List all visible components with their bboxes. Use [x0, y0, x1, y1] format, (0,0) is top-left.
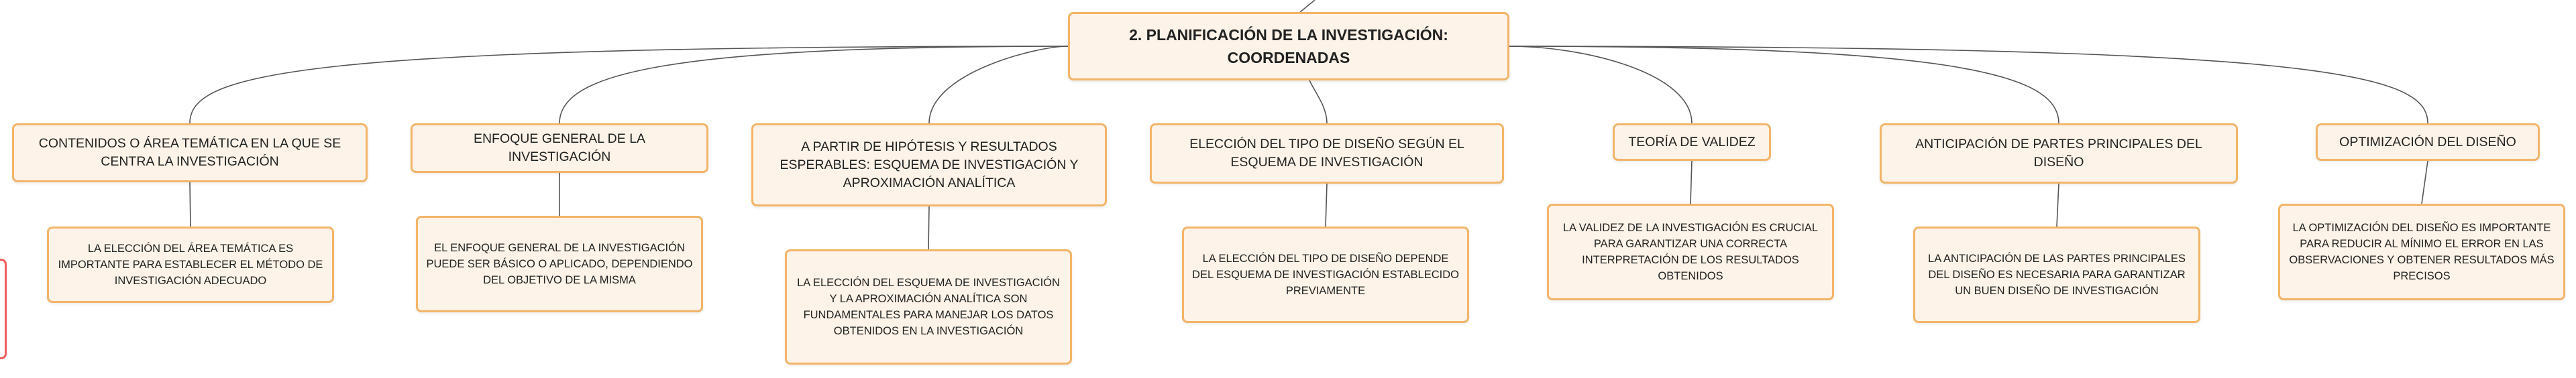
- branch-to-detail-connector: [2057, 184, 2059, 227]
- branch-node-label: ELECCIÓN DEL TIPO DE DISEÑO SEGÚN EL ESQUEMA DE INVESTIGACIÓN: [1189, 137, 1464, 170]
- detail-node[interactable]: [1913, 227, 2200, 323]
- branch-to-detail-connector: [1690, 161, 1692, 204]
- branch-to-detail-connector: [1326, 184, 1327, 227]
- root-parent-connector: [1300, 0, 1315, 12]
- detail-node-label: LA ELECCIÓN DEL TIPO DE DISEÑO DEPENDE DEL ESQUEMA DE INVESTIGACIÓN ESTABLECIDO PREVIAMENTE: [1192, 253, 1459, 297]
- branch-node[interactable]: [411, 123, 708, 173]
- detail-node-label: LA ELECCIÓN DEL ÁREA TEMÁTICA ES IMPORTANTE PARA ESTABLECER EL MÉTODO DE INVESTIGACIÓN ADECUADO: [58, 243, 323, 287]
- branch-node-label: OPTIMIZACIÓN DEL DISEÑO: [2339, 134, 2516, 149]
- root-to-branch-connector: [190, 46, 1068, 123]
- root-to-branch-connector: [1509, 46, 2428, 123]
- root-to-branch-connector: [559, 46, 1068, 123]
- branch-to-detail-connector: [928, 206, 929, 249]
- branch-node[interactable]: [12, 123, 368, 182]
- branch-node[interactable]: [1880, 123, 2238, 184]
- branch-node-label: ENFOQUE GENERAL DE LA INVESTIGACIÓN: [473, 131, 646, 164]
- root-to-branch-connector: [929, 46, 1068, 123]
- branch-to-detail-connector: [2422, 161, 2428, 204]
- branch-node[interactable]: [751, 123, 1107, 206]
- root-to-branch-connector: [1509, 46, 2059, 123]
- detail-node[interactable]: [2278, 204, 2565, 300]
- root-node[interactable]: [1068, 12, 1509, 80]
- branch-node[interactable]: [1613, 123, 1771, 161]
- detail-node-label: LA ELECCIÓN DEL ESQUEMA DE INVESTIGACIÓN Y LA APROXIMACIÓN ANALÍTICA SON FUNDAMENTALES PARA MANEJAR LOS DATOS OBTENIDOS EN LA INVESTIGACIÓN: [797, 277, 1060, 337]
- root-node-label: 2. PLANIFICACIÓN DE LA INVESTIGACIÓN: COORDENADAS: [1129, 26, 1448, 66]
- detail-node-label: LA ANTICIPACIÓN DE LAS PARTES PRINCIPALES DEL DISEÑO ES NECESARIA PARA GARANTIZAR UN BUEN DISEÑO DE INVESTIGACIÓN: [1928, 253, 2186, 297]
- branch-to-detail-connector: [190, 182, 191, 227]
- offscreen-node-fragment[interactable]: [0, 259, 7, 359]
- branch-node[interactable]: [2316, 123, 2540, 161]
- branch-node-label: CONTENIDOS O ÁREA TEMÁTICA EN LA QUE SE CENTRA LA INVESTIGACIÓN: [38, 136, 341, 169]
- detail-node[interactable]: [1182, 227, 1469, 323]
- detail-node[interactable]: [1547, 204, 1834, 300]
- detail-node-label: LA VALIDEZ DE LA INVESTIGACIÓN ES CRUCIAL PARA GARANTIZAR UNA CORRECTA INTERPRETACIÓN DE LOS RESULTADOS OBTENIDOS: [1562, 222, 1819, 282]
- detail-node[interactable]: [785, 249, 1072, 365]
- detail-node[interactable]: [416, 216, 703, 312]
- detail-node-label: EL ENFOQUE GENERAL DE LA INVESTIGACIÓN PUEDE SER BÁSICO O APLICADO, DEPENDIENDO DEL OBJETIVO DE LA MISMA: [426, 242, 693, 286]
- branch-node-label: A PARTIR DE HIPÓTESIS Y RESULTADOS ESPERABLES: ESQUEMA DE INVESTIGACIÓN Y APROXIMACIÓN ANALÍTICA: [780, 139, 1079, 190]
- detail-node[interactable]: [47, 227, 334, 303]
- root-to-branch-connector: [1509, 46, 1692, 123]
- branch-node-label: ANTICIPACIÓN DE PARTES PRINCIPALES DEL DISEÑO: [1915, 137, 2202, 170]
- branch-node-label: TEORÍA DE VALIDEZ: [1628, 134, 1756, 149]
- branch-node[interactable]: [1150, 123, 1504, 184]
- detail-node-label: LA OPTIMIZACIÓN DEL DISEÑO ES IMPORTANTE PARA REDUCIR AL MÍNIMO EL ERROR EN LAS OBSERVACIONES Y OBTENER RESULTADOS MÁS PRECISOS: [2289, 222, 2555, 282]
